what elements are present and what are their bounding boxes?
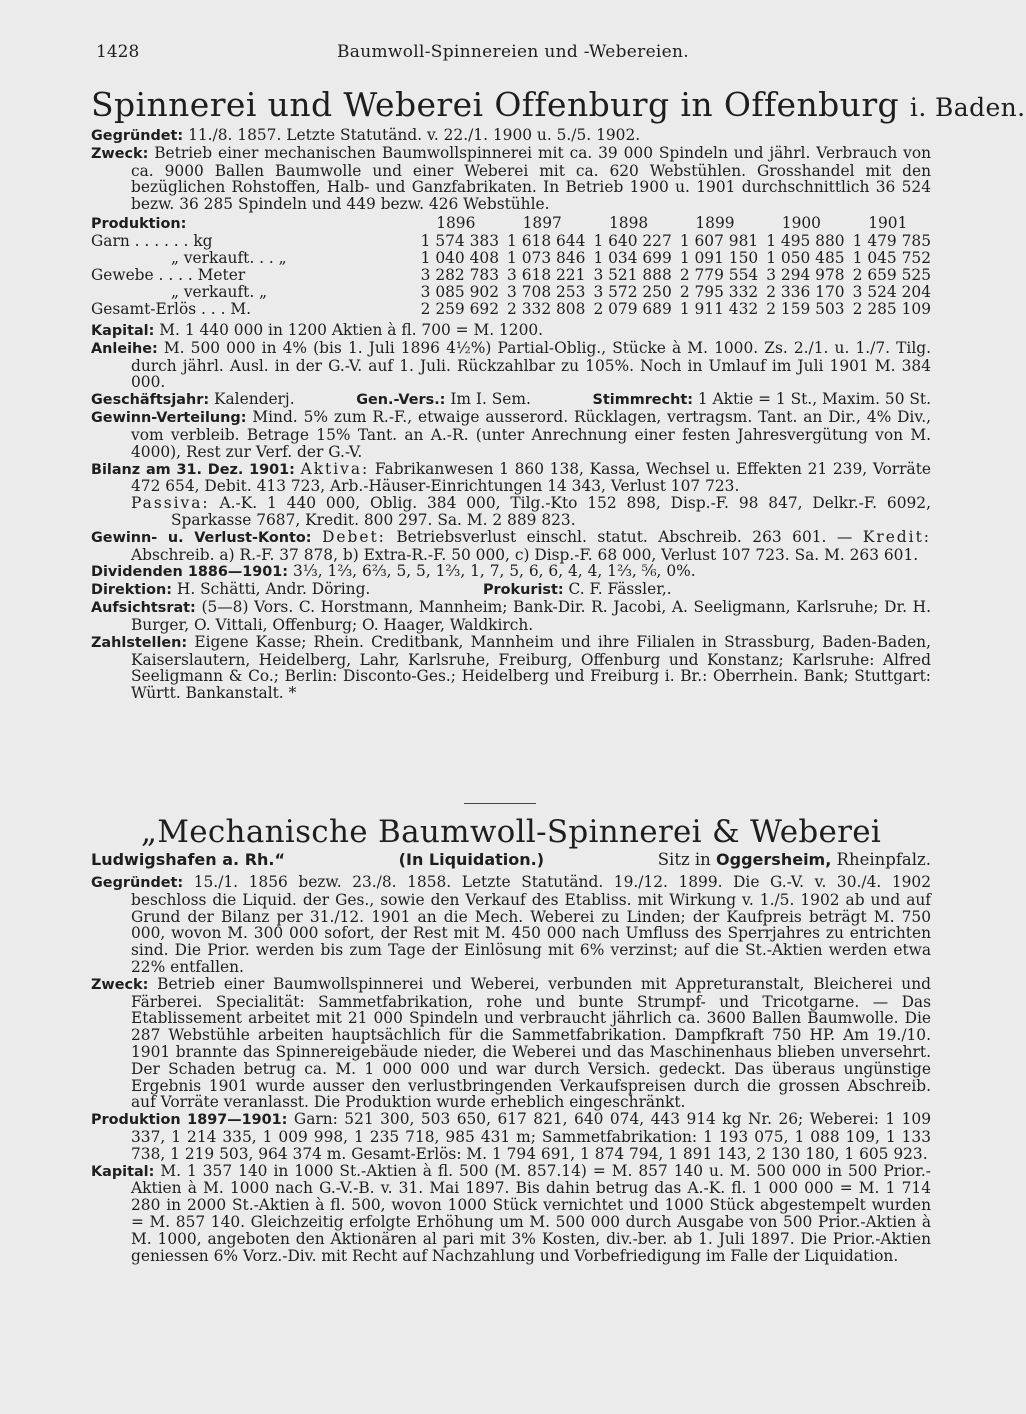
dividenden-text: 3⅓, 1⅔, 6⅔, 5, 5, 1⅔, 1, 7, 5, 6, 6, 4, 4, 1⅔, ⅚, 0%. [292,562,696,581]
passiva-label: Passiva: [131,494,210,513]
section-divider [464,803,536,804]
year-cell: 1899 [695,214,735,233]
zahlstellen-entry [91,634,931,702]
company-title [91,85,1026,127]
bilanz-entry [91,461,931,529]
company2-subtitle [91,850,931,870]
genvers-text: Im I. Sem. [450,390,531,409]
produktion-header-row [91,215,931,233]
subtitle-name: Ludwigshafen a. Rh.“ [91,850,285,869]
geschaeftsjahr-item [91,391,295,409]
subtitle-sitz [658,850,931,870]
row-label: „ verkauft. „ [171,282,268,301]
zweck-label: Zweck: [91,145,149,162]
value-cell: 3 524 204 [852,282,931,301]
produktion-entry [91,1111,931,1162]
value-cell: 2 259 692 [420,299,499,318]
row-label: Garn . . . . . . kg [91,231,213,250]
zweck-text: Betrieb einer mechanischen Baumwollspinnerei mit ca. 39 000 Spindeln und jährl. Verbrauch von ca. 9000 Ballen Baumwolle und einer Weberei mit ca. 620 Webstühlen. Grosshandel mit den bezüglichen Rohstoffen, Halb- und Ganzfabrikaten. In Betrieb 1900 u. 1901 durchschnittlich 36 524 bezw. 36 285 Spindeln und 449 bezw. 426 Webstühle. [131,143,931,214]
value-cell: 3 294 978 [766,265,845,284]
aktiva-text: Fabrikanwesen 1 860 138, Kassa, Wechsel u. Effekten 21 239, Vorräte 472 654, Debit. 413 723, Arb.-Häuser-Einrichtungen 14 343, Verlust 107 723. [131,459,931,496]
year-cell: 1897 [522,214,562,233]
passiva-line [131,495,931,529]
kredit-label: Kredit: [862,527,931,546]
gegruendet-text: 11./8. 1857. Letzte Statutänd. v. 22./1. 1900 u. 5./5. 1902. [188,126,641,144]
geschaeftsjahr-label: Geschäftsjahr: [91,392,210,409]
produktion-label-cell [91,215,413,233]
aufsichtsrat-text: (5—8) Vors. C. Horstmann, Mannheim; Bank-Dir. R. Jacobi, A. Seeligmann, Karlsruhe; Dr. H. Burger, O. Vittali, Offenburg; O. Haager, Waldkirch. [131,598,931,634]
gewinn-verteilung-text: Mind. 5% zum R.-F., etwaige ausserord. Rücklagen, vertragsm. Tant. an Dir., 4% Div., vom verbleib. Betrage 15% Tant. an A.-R. (unter Anrechnung einer festen Jahresvergütung von M. 4000), Rest zur Verf. der G.-V. [131,408,931,461]
value-cell: 3 521 888 [593,265,672,284]
gegruendet-text: 15./1. 1856 bezw. 23./8. 1858. Letzte Statutänd. 19./12. 1899. Die G.-V. v. 30./4. 1902 beschloss die Liquid. der Ges., sowie den Verkauf des Etabliss. mit Wirkung v. 1./5. 1902 ab und auf Grund der Bilanz per 31./12. 1901 an die Mech. Weberei zu Linden; der Kaufpreis beträgt M. 750 000, wovon M. 300 000 sofort, der Rest mit M. 450 000 nach Umfluss des Sperrjahres zu entrichten sind. Die Prior. werden bis zum Tage der Einlösung mit 6% verzinst; auf die St.-Aktien werden etwa 22% entfallen. [131,873,931,976]
company-title-name: Spinnerei und Weberei Offenburg in Offenburg [91,85,900,124]
value-cell: 2 285 109 [852,299,931,318]
value-cell: 1 050 485 [766,248,845,267]
gewinn-verteilung-label: Gewinn-Verteilung: [91,410,247,427]
value-cell: 1 911 432 [679,299,759,318]
stimmrecht-text: 1 Aktie = 1 St., Maxim. 50 St. [697,390,931,409]
table-row [91,250,931,267]
kapital-text: M. 1 440 000 in 1200 Aktien à fl. 700 = M. 1200. [159,320,544,339]
value-cell: 1 640 227 [593,231,672,250]
direktion-item [91,581,483,599]
kapital-label: Kapital: [91,322,155,339]
anleihe-label: Anleihe: [91,340,158,357]
value-cell: 1 034 699 [593,248,672,267]
zahlstellen-label: Zahlstellen: [91,634,188,651]
row-label: Gesamt-Erlös . . . M. [91,299,252,318]
year-cell: 1896 [436,214,476,233]
value-cell: 1 073 846 [507,248,586,267]
bilanz-label: Bilanz am 31. Dez. 1901: [91,461,295,478]
geschaeftsjahr-text: Kalenderj. [213,390,295,409]
gegruendet-label: Gegründet: [91,875,184,891]
passiva-text: A.-K. 1 440 000, Oblig. 384 000, Tilg.-Kto 152 898, Disp.-F. 98 847, Delkr.-F. 6092, Sparkasse 7687, Kredit. 800 297. Sa. M. 2 889 823. [171,494,931,529]
value-cell: 2 659 525 [852,265,931,284]
value-cell: 3 708 253 [507,282,586,301]
zweck-text: Betrieb einer Baumwollspinnerei und Weberei, verbunden mit Appreturanstalt, Bleicherei und Färberei. Specialität: Sammetfabrikation, rohe und bunte Strumpf- und Tricotgarne. — Das Etablissement arbeitet mit 21 000 Spindeln und verbraucht jährlich ca. 3600 Ballen Baumwolle. Die 287 Webstühle arbeiten hauptsächlich für die Sammetfabrikation. Dampfkraft 750 HP. Am 19./10. 1901 brannte das Spinnereigebäude nieder, die Weberei und das Maschinenhaus blieben unversehrt. Der Schaden betrug ca. M. 1 000 000 und war durch Versich. gedeckt. Das überaus ungünstige Ergebnis 1901 wurde ausser den verlustbringenden Verkaufspreisen durch die grossen Abschreib. auf Vorräte veranlasst. Die Produktion wurde erheblich eingeschränkt. [131,974,931,1112]
value-cell: 2 779 554 [679,265,759,284]
aufsichtsrat-label: Aufsichtsrat: [91,600,196,617]
table-row [91,267,931,284]
value-cell: 2 079 689 [593,299,672,318]
kapital-text: M. 1 357 140 in 1000 St.-Aktien à fl. 500 (M. 857.14) = M. 857 140 u. M. 500 000 in 500 Prior.-Aktien à M. 1000 nach G.-V.-B. v. 31. Mai 1897. Bis dahin betrug das A.-K. fl. 1 000 000 = M. 1 714 280 in 2000 St.-Aktien à fl. 500, wovon 1000 Stück vernichtet und 1000 Stück abgestempelt wurden = M. 857 140. Gleichzeitig erfolgte Erhöhung um M. 500 000 durch Ausgabe von 500 Prior.-Aktien à M. 1000, angeboten den Aktionären al pari mit 3% Kosten, div.-ber. ab 1. Juli 1897. Die Prior.-Aktien geniessen 6% Vorz.-Div. mit Recht auf Nachzahlung und Vorbefriedigung im Falle der Liquidation. [131,1161,931,1265]
direktion-label: Direktion: [91,582,173,599]
aufsichtsrat-entry [91,599,931,634]
value-cell: 2 336 170 [766,282,845,301]
produktion-table [91,215,931,318]
value-cell: 2 332 808 [507,299,586,318]
year-cell: 1900 [781,214,821,233]
subtitle-region: Rheinpfalz. [836,850,931,869]
gegruendet-entry [91,874,931,976]
subtitle-sitz-text: Sitz in [657,850,711,869]
value-cell: 1 574 383 [420,231,499,250]
table-row [91,233,931,250]
stimmrecht-item [593,391,931,409]
year-cell: 1901 [868,214,908,233]
stimmrecht-label: Stimmrecht: [592,392,693,409]
direktion-text: H. Schätti, Andr. Döring. [176,580,371,599]
prokurist-label: Prokurist: [483,582,564,599]
genvers-label: Gen.-Vers.: [356,392,446,409]
value-cell: 1 091 150 [679,248,759,267]
produktion-label: Produktion 1897—1901: [91,1112,288,1129]
value-cell: 1 045 752 [852,248,931,267]
value-cell: 2 159 503 [766,299,845,318]
value-cell: 1 607 981 [679,231,759,250]
subtitle-place: Oggersheim, [716,850,832,869]
kredit-text: Abschreib. a) R.-F. 37 878, b) Extra-R.-F. 50 000, c) Disp.-F. 68 000, Verlust 107 723. Sa. M. 263 601. [131,545,919,564]
anleihe-text: M. 500 000 in 4% (bis 1. Juli 1896 4½%) Partial-Oblig., Stücke à M. 1000. Zs. 2./1. u. 1./7. Tilg. durch jährl. Ausl. in der G.-V. auf 1. Juli. Rückzahlbar zu 105%. Noch in Umlauf im Juli 1901 M. 384 000. [131,338,931,392]
row-label: „ verkauft. . . „ [171,248,287,267]
running-title: Baumwoll-Spinnereien und -Webereien. [337,42,689,62]
table-row [91,284,931,301]
value-cell: 1 495 880 [766,231,845,250]
prokurist-item [483,581,672,599]
debet-text: Betriebsverlust einschl. statut. Abschreib. 263 601. — [396,527,853,546]
value-cell: 1 479 785 [852,231,931,250]
geschaeftsjahr-row [91,391,931,409]
gegruendet-label: Gegründet: [91,128,184,144]
page-number: 1428 [96,42,140,62]
row-label: Gewebe . . . . Meter [91,265,246,284]
produktion-text: Garn: 521 300, 503 650, 617 821, 640 074, 443 914 kg Nr. 26; Weberei: 1 109 337, 1 214 335, 1 009 998, 1 235 718, 985 431 m; Sammetfabrikation: 1 193 075, 1 088 109, 1 133 738, 1 219 503, 964 374 m. Gesamt-Erlös: M. 1 794 691, 1 874 794, 1 891 143, 2 130 180, 1 605 923. [131,1110,931,1163]
value-cell: 3 282 783 [420,265,499,284]
kapital-entry [91,322,931,340]
zweck-entry [91,145,931,213]
value-cell: 1 040 408 [420,248,499,267]
dividenden-entry [91,563,931,581]
direktion-row [91,581,931,599]
value-cell: 1 618 644 [507,231,586,250]
genvers-item [356,391,531,409]
company2-title: „Mechanische Baumwoll-Spinnerei & Weberei [140,814,882,850]
company-title-location: i. Baden. [909,93,1026,122]
kapital-entry [91,1163,931,1265]
table-row [91,301,931,318]
kapital-label: Kapital: [91,1163,155,1180]
year-cell: 1898 [609,214,649,233]
section-divider-wrap [0,803,1000,804]
value-cell: 3 618 221 [507,265,586,284]
company-entry-offenburg [91,85,1026,703]
running-header [96,42,930,64]
value-cell: 2 795 332 [679,282,759,301]
zweck-entry [91,976,931,1111]
subtitle-status: (In Liquidation.) [398,850,545,869]
anleihe-entry [91,340,931,391]
gewinn-verteilung-entry [91,409,931,460]
debet-label: Debet: [322,527,386,546]
prokurist-text: C. F. Fässler,. [568,580,672,599]
zweck-label: Zweck: [91,976,149,993]
gegruendet-entry [91,127,931,145]
aktiva-label: Aktiva: [300,459,370,478]
dividenden-label: Dividenden 1886—1901: [91,564,289,581]
value-cell: 3 572 250 [593,282,672,301]
guv-label: Gewinn- u. Verlust-Konto: [91,529,312,546]
gewinn-verlust-entry [91,529,931,564]
value-cell: 3 085 902 [420,282,499,301]
zahlstellen-text: Eigene Kasse; Rhein. Creditbank, Mannheim und ihre Filialen in Strassburg, Baden-Baden, Kaiserslautern, Heidelberg, Lahr, Karlsruhe, Freiburg, Offenburg und Konstanz; Karlsruhe: Alfred Seeligmann & Co.; Berlin: Disconto-Ges.; Heidelberg und Freiburg i. Br.: Oberrhein. Bank; Stuttgart: Württ. Bankanstalt. * [131,632,931,703]
produktion-label: Produktion: [91,215,187,232]
company-entry-ludwigshafen [91,814,931,1264]
